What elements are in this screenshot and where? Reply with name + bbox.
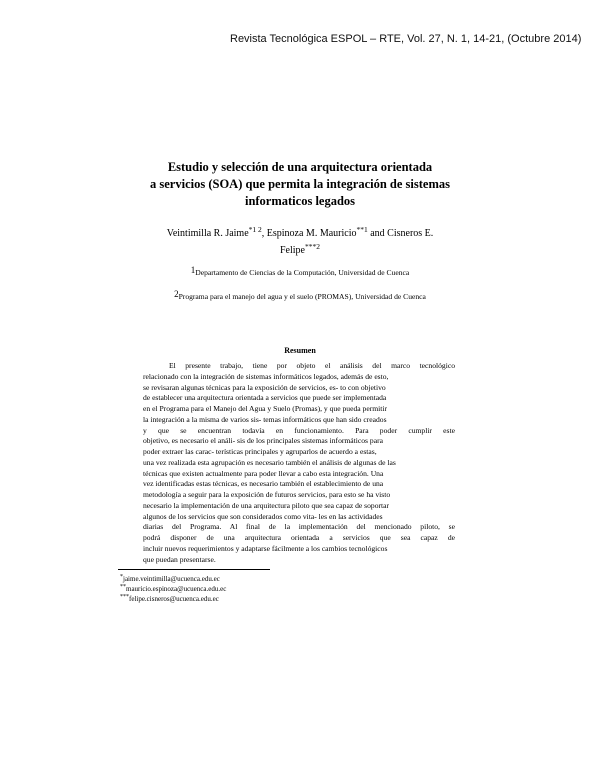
footnote-mark: * [120,574,123,580]
affiliation-mark: 2 [174,289,179,299]
paper-title [120,159,480,210]
title-line: a servicios (SOA) que permita la integración de sistemas [150,177,450,191]
footnote-divider [118,569,270,570]
abstract-line: poder extraer las carac- terísticas principales y agruparlos de acuerdo a estas, [143,447,377,456]
title-line: informaticos legados [244,194,356,208]
abstract-line: en el Programa para el Manejo del Agua y Suelo (Promas), y que pueda permitir [143,404,387,413]
journal-header: Revista Tecnológica ESPOL – RTE, Vol. 27, N. 1, 14-21, (Octubre 2014) [230,33,582,45]
footnote-email[interactable]: jaime.veintimilla@ucuenca.edu.ec [123,575,220,583]
abstract-line: la integración a la misma de varios sis- temas informáticos que han sido creados [143,414,387,424]
author-list [150,223,450,257]
abstract-line: se revisaran algunas técnicas para la exposición de servicios, es- to con objetivo [143,382,386,392]
affiliation-mark: 1 [190,265,196,275]
affiliation [130,289,470,302]
abstract-line: incluir nuevos requerimientos y adaptarse fácilmente a los cambios tecnológicos [143,543,388,553]
abstract-body [143,361,455,565]
abstract-line: algunos de los servicios que son considerados como vita- les en las actividades [143,511,383,521]
abstract-line: una vez realizada esta agrupación es necesario también el análisis de algunas de las [143,457,396,467]
author-name: and Cisneros E. Felipe [280,228,434,256]
footnote-mark: *** [120,594,129,600]
abstract-line: de establecer una arquitectura orientada a servicios que puede ser implementada [143,393,387,403]
footnote-mark: ** [120,584,126,590]
abstract-line: necesario la implementación de una arquitectura piloto que sea capaz de soportar [143,500,390,510]
footnote [120,593,219,604]
affiliation-text: Programa para el manejo del agua y el suelo (PROMAS), Universidad de Cuenca [178,292,426,301]
abstract-line: y que se encuentran todavía en funcionamiento. Para poder cumplir este [143,425,455,435]
affiliation [140,265,460,278]
abstract-line: podrá disponer de una arquitectura orientada a servicios que sea capaz de [143,533,455,542]
abstract-line: técnicas que existen actualmente para poder llevar a cabo esta integración. Una [143,468,384,478]
abstract-line: que puedan presentarse. [143,554,216,564]
author-mark: *1 2 [248,225,262,234]
author-mark: ***2 [305,242,320,251]
author-name: , Espinoza M. Mauricio [261,228,357,239]
abstract-line: relacionado con la integración de sistemas informáticos legados, además de esto, [143,371,389,381]
abstract-line: metodología a seguir para la exposición de futuros servicios, para esto se ha visto [143,490,391,499]
abstract-line: El presente trabajo, tiene por objeto el análisis del marco tecnológico [169,361,455,370]
abstract-line: diarias del Programa. Al final de la implementación del mencionado piloto, se [143,522,455,532]
footnote-email[interactable]: felipe.cisneros@ucuenca.edu.ec [129,595,219,603]
abstract-line: objetivo, es necesario el análi- sis de los principales sistemas informáticos para [143,436,383,446]
abstract-heading: Resumen [284,346,316,355]
affiliation-text: Departamento de Ciencias de la Computación, Universidad de Cuenca [195,268,410,277]
footnote-email[interactable]: mauricio.espinoza@ucuenca.edu.ec [126,585,227,593]
abstract-line: vez identificadas estas técnicas, es necesario también el establecimiento de una [143,479,384,489]
author-name: Veintimilla R. Jaime [166,228,249,239]
author-mark: **1 [356,225,368,234]
title-line: Estudio y selección de una arquitectura orientada [167,160,433,174]
